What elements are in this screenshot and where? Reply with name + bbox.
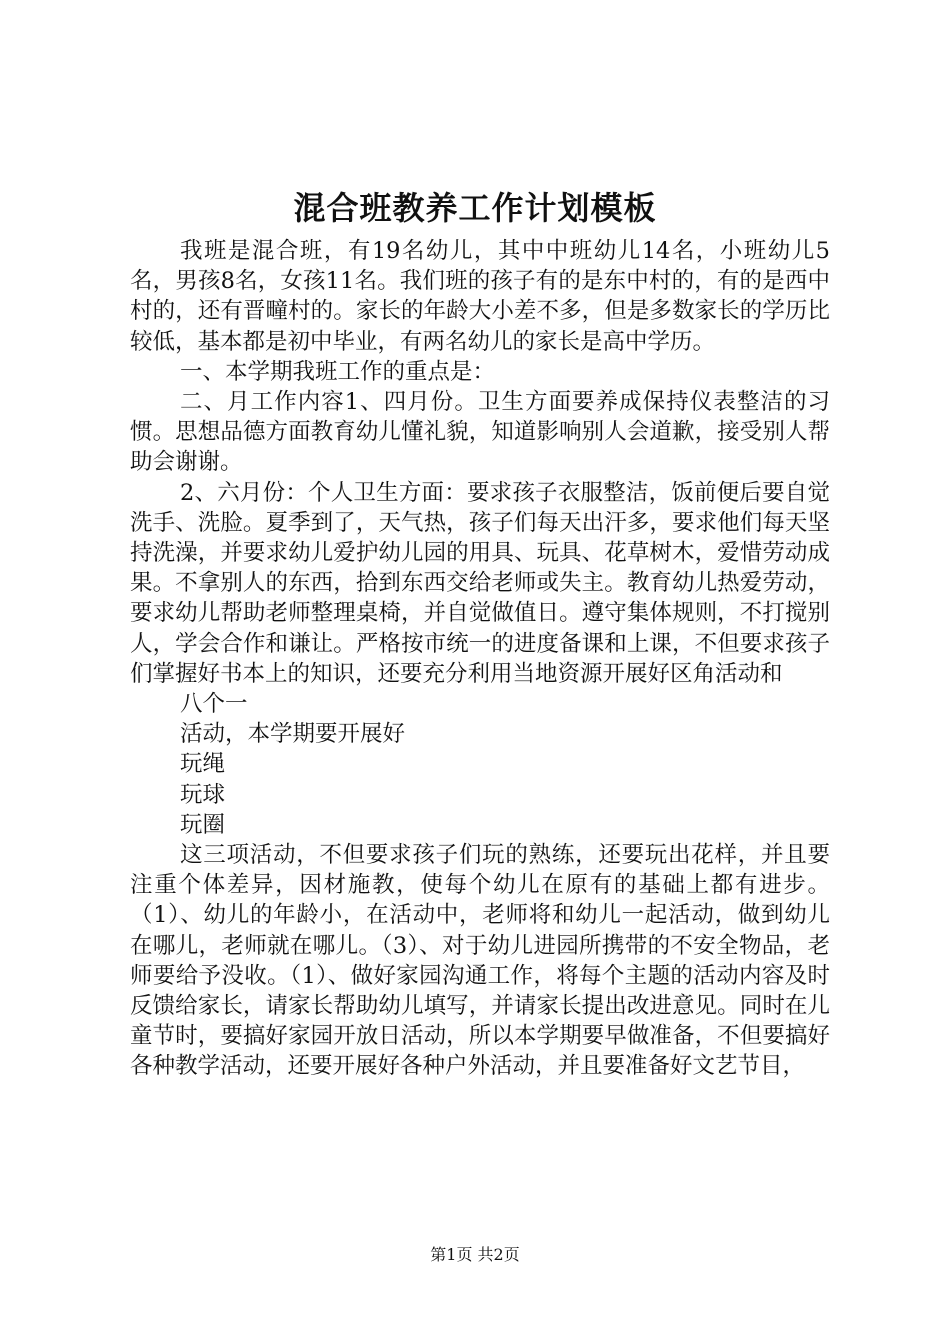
page-footer: 第1页 共2页 <box>430 1245 520 1264</box>
list-item-ball: 玩球 <box>180 781 226 808</box>
document-title: 混合班教养工作计划模板 <box>293 189 657 227</box>
paragraph-three-activities: 这三项活动，不但要求孩子们玩的熟练，还要玩出花样，并且要注重个体差异，因材施教，使每个幼儿在原有的基础上都有进步。（1）、幼儿的年龄小，在活动中，老师将和幼儿一起活动，做到幼儿在哪儿，老师就在哪儿。（3）、对于幼儿进园所携带的不安全物品，老师要给予没收。（1）、做好家园沟通工作，将每个主题的活动内容及时反馈给家长，请家长帮助幼儿填写，并请家长提出改进意见。同时在儿童节时，要搞好家园开放日活动，所以本学期要早做准备，不但要搞好各种教学活动，还要开展好各种户外活动，并且要准备好文艺节目， <box>130 842 830 1080</box>
paragraph-june-plan: 2、六月份：个人卫生方面：要求孩子衣服整洁，饭前便后要自觉洗手、洗脸。夏季到了，天气热，孩子们每天出汗多，要求他们每天坚持洗澡，并要求幼儿爱护幼儿园的用具、玩具、花草树木，爱惜劳动成果。不拿别人的东西，拾到东西交给老师或失主。教育幼儿热爱劳动，要求幼儿帮助老师整理桌椅，并自觉做值日。遵守集体规则，不打搅别人，学会合作和谦让。严格按市统一的进度备课和上课，不但要求孩子们掌握好书本上的知识，还要充分利用当地资源开展好区角活动和 <box>130 479 830 687</box>
list-item-hoop: 玩圈 <box>180 811 226 838</box>
paragraph-april-plan: 二、月工作内容1、四月份。卫生方面要养成保持仪表整洁的习惯。思想品德方面教育幼儿懂礼貌，知道影响别人会道歉，接受别人帮助会谢谢。 <box>130 389 830 476</box>
paragraph-section-one-heading: 一、本学期我班工作的重点是： <box>180 358 496 385</box>
paragraph-class-overview: 我班是混合班，有19名幼儿，其中中班幼儿14名，小班幼儿5名，男孩8名，女孩11名。我们班的孩子有的是东中村的，有的是西中村的，还有晋疃村的。家长的年龄大小差不多，但是多数家长的学历比较低，基本都是初中毕业，有两名幼儿的家长是高中学历。 <box>130 238 830 355</box>
list-item-rope: 玩绳 <box>180 751 226 778</box>
list-line-activities: 活动，本学期要开展好 <box>180 721 406 748</box>
list-line-eight-ones: 八个一 <box>180 691 248 718</box>
document-body <box>130 236 830 1082</box>
